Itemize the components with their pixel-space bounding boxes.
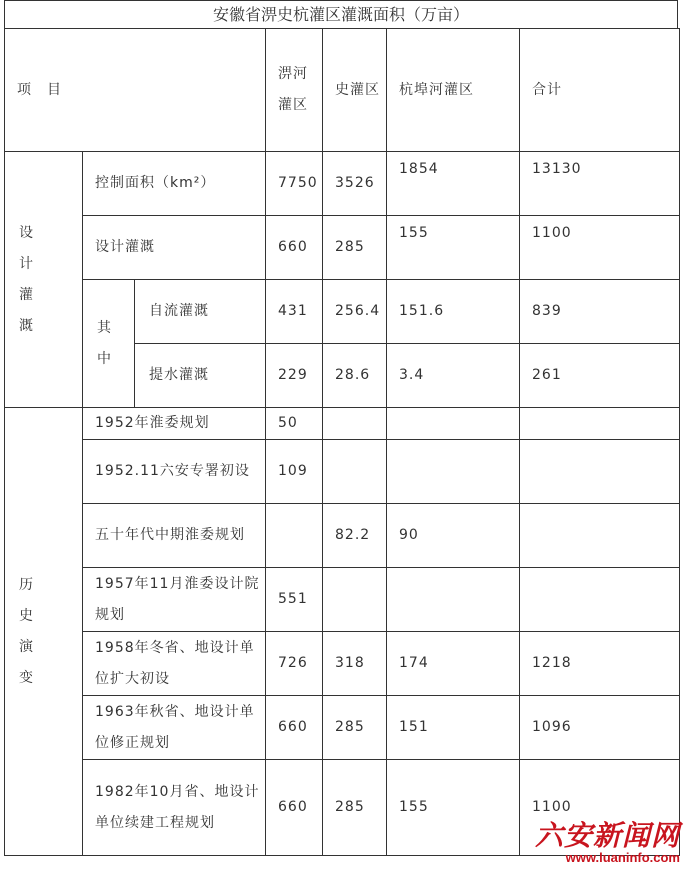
cell-total: 1218 <box>520 632 680 696</box>
cell-hang: 155 <box>387 760 520 856</box>
row-label: 控制面积（km²） <box>83 152 266 216</box>
cell-pi: 660 <box>266 696 323 760</box>
cell-total: 1096 <box>520 696 680 760</box>
cell-pi: 109 <box>266 440 323 504</box>
irrigation-table <box>4 28 680 856</box>
header-row <box>5 29 680 152</box>
group-sub: 其中 <box>83 280 135 408</box>
header-total: 合计 <box>520 29 680 152</box>
cell-shi: 285 <box>323 760 387 856</box>
group-design: 设计灌溉 <box>5 152 83 408</box>
cell-hang: 90 <box>387 504 520 568</box>
cell-total <box>520 408 680 440</box>
watermark-logo: 六安新闻网 <box>534 819 680 852</box>
cell-pi: 660 <box>266 760 323 856</box>
table-row <box>5 632 680 696</box>
row-label: 1982年10月省、地设计单位续建工程规划 <box>83 760 266 856</box>
cell-hang: 1854 <box>387 152 520 216</box>
table-row <box>5 152 680 216</box>
header-item: 项 目 <box>5 29 266 152</box>
cell-shi: 285 <box>323 696 387 760</box>
cell-total: 1100 <box>520 760 680 856</box>
cell-total <box>520 504 680 568</box>
watermark-url: www.luaninfo.com <box>565 850 680 865</box>
row-label: 1963年秋省、地设计单位修正规划 <box>83 696 266 760</box>
cell-shi: 256.4 <box>323 280 387 344</box>
cell-pi: 660 <box>266 216 323 280</box>
cell-pi: 229 <box>266 344 323 408</box>
table-row <box>5 408 680 440</box>
cell-hang: 151.6 <box>387 280 520 344</box>
row-label: 设计灌溉 <box>83 216 266 280</box>
cell-total <box>520 440 680 504</box>
row-label: 1952年淮委规划 <box>83 408 266 440</box>
header-pi: 淠河灌区 <box>266 29 323 152</box>
cell-pi: 726 <box>266 632 323 696</box>
cell-hang: 174 <box>387 632 520 696</box>
row-label: 五十年代中期淮委规划 <box>83 504 266 568</box>
cell-shi: 82.2 <box>323 504 387 568</box>
cell-hang <box>387 408 520 440</box>
cell-shi <box>323 440 387 504</box>
cell-pi <box>266 504 323 568</box>
group-history: 历史演变 <box>5 408 83 856</box>
cell-pi: 431 <box>266 280 323 344</box>
cell-total: 1100 <box>520 216 680 280</box>
table-row <box>5 440 680 504</box>
cell-pi: 551 <box>266 568 323 632</box>
cell-hang: 155 <box>387 216 520 280</box>
cell-hang: 151 <box>387 696 520 760</box>
table-row <box>5 504 680 568</box>
cell-shi: 318 <box>323 632 387 696</box>
cell-total: 13130 <box>520 152 680 216</box>
table-title: 安徽省淠史杭灌区灌溉面积（万亩） <box>4 0 678 28</box>
row-label: 自流灌溉 <box>135 280 266 344</box>
cell-shi: 28.6 <box>323 344 387 408</box>
table-row <box>5 216 680 280</box>
table-row <box>5 696 680 760</box>
cell-shi <box>323 568 387 632</box>
table-row <box>5 280 680 344</box>
cell-total <box>520 568 680 632</box>
cell-pi: 7750 <box>266 152 323 216</box>
cell-shi: 3526 <box>323 152 387 216</box>
cell-shi: 285 <box>323 216 387 280</box>
row-label: 1957年11月淮委设计院规划 <box>83 568 266 632</box>
row-label: 1958年冬省、地设计单位扩大初设 <box>83 632 266 696</box>
cell-hang <box>387 440 520 504</box>
cell-hang: 3.4 <box>387 344 520 408</box>
row-label: 1952.11六安专署初设 <box>83 440 266 504</box>
cell-shi <box>323 408 387 440</box>
header-shi: 史灌区 <box>323 29 387 152</box>
header-hang: 杭埠河灌区 <box>387 29 520 152</box>
cell-hang <box>387 568 520 632</box>
table-row <box>5 568 680 632</box>
row-label: 提水灌溉 <box>135 344 266 408</box>
cell-total: 839 <box>520 280 680 344</box>
site-watermark <box>535 821 680 865</box>
cell-pi: 50 <box>266 408 323 440</box>
cell-total: 261 <box>520 344 680 408</box>
